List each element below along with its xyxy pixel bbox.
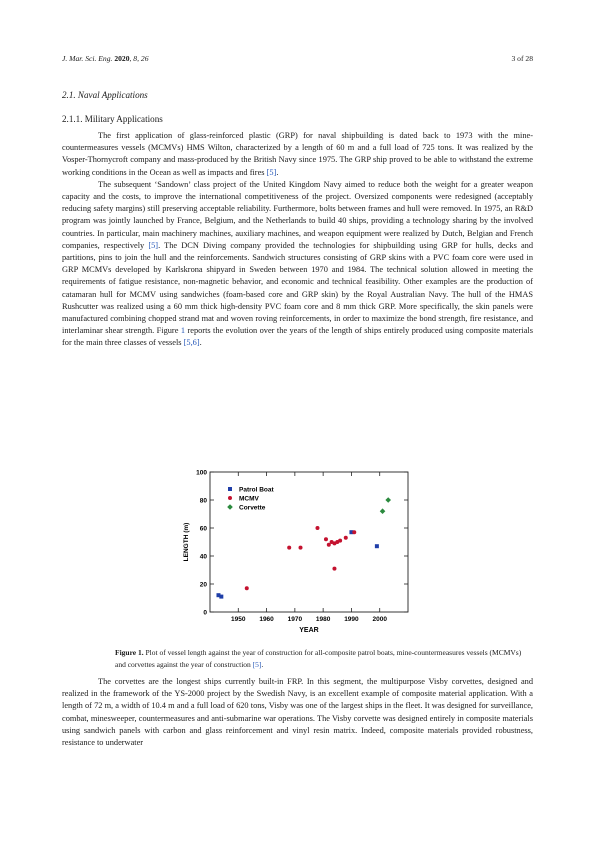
data-point xyxy=(299,546,303,550)
data-point xyxy=(219,595,223,599)
y-tick-label: 60 xyxy=(199,525,207,533)
data-point xyxy=(344,536,348,540)
data-point xyxy=(327,543,331,547)
chart-marks xyxy=(216,497,391,598)
paragraph-3: The corvettes are the longest ships currently built-in FRP. In this segment, the multipurpose Visby corvettes, designed and realized in the framework of the YS-2000 project by the Swedish Navy, is an excellent example of composite material application. With a length of 72 m, a width of 10.4 m and a full load of 620 tons, Visby was one of the largest ships in the fleet. It was designed for surveillance, combat, minesweeper, countermeasures and anti-submarine war operations. The Visby corvette was designed entirely in composite materials using sandwich panels with carbon and glass reinforcement and vinyl resin matrix. Indeed, composite materials provided robustness, resistance to underwater xyxy=(62,677,533,748)
data-point xyxy=(332,567,336,571)
figure-link[interactable]: 1 xyxy=(180,326,186,336)
subsection-title: 2.1.1. Military Applications xyxy=(62,114,163,124)
y-tick-label: 0 xyxy=(203,609,207,617)
data-point xyxy=(385,497,391,503)
data-point xyxy=(380,508,386,514)
y-tick-label: 80 xyxy=(199,497,207,505)
x-tick-label: 1950 xyxy=(231,616,246,623)
legend-label: MCMV xyxy=(239,495,259,503)
data-point xyxy=(245,586,249,590)
journal-citation: J. Mar. Sci. Eng. 2020, 8, 26 xyxy=(62,54,149,63)
data-point xyxy=(338,539,342,543)
data-point xyxy=(287,546,291,550)
length-vs-year-chart xyxy=(168,466,418,636)
y-axis-label: LENGTH (m) xyxy=(183,522,190,562)
x-tick-label: 1990 xyxy=(344,616,359,623)
y-tick-label: 100 xyxy=(196,469,207,477)
citation-link[interactable]: [5] xyxy=(266,167,277,177)
legend-marker xyxy=(227,504,233,510)
x-tick-label: 2000 xyxy=(372,616,387,623)
x-tick-label: 1980 xyxy=(315,616,331,623)
chart-legend xyxy=(227,486,274,511)
figure-caption: Figure 1. Plot of vessel length against the year of construction for all-composite patrol boats, mine-countermeasures vessels (MCMVs) and corvettes against the year of construction [5]. xyxy=(115,648,522,669)
legend-label: Corvette xyxy=(239,504,266,512)
x-axis-label: YEAR xyxy=(299,627,319,634)
data-point xyxy=(375,544,379,548)
paragraph-1: The first application of glass-reinforced plastic (GRP) for naval shipbuilding is dated back to 1973 with the mine-countermeasures vessels (MCMVs) HMS Wilton, characterized by a length of 60 m and a full load of 725 tons. It was realized by the Vosper-Thornycroft company and mass-produced by the British Navy since 1975. The GRP ship proved to be able to withstand the extreme working conditions in the Ocean as well as impacts and fires [5]. xyxy=(62,131,533,177)
page-number: 3 of 28 xyxy=(511,54,533,63)
x-tick-label: 1970 xyxy=(287,616,303,623)
y-tick-label: 20 xyxy=(199,581,207,589)
section-title: 2.1. Naval Applications xyxy=(62,90,148,100)
legend-label: Patrol Boat xyxy=(239,486,274,494)
data-point xyxy=(324,537,328,541)
citation-link[interactable]: [5,6] xyxy=(183,338,200,348)
data-point xyxy=(352,530,356,534)
body-text-bottom xyxy=(62,676,533,749)
legend-marker xyxy=(228,487,232,491)
legend-marker xyxy=(228,496,232,500)
citation-link[interactable]: [5] xyxy=(148,240,159,250)
figure-1 xyxy=(168,466,418,636)
data-point xyxy=(315,526,319,530)
x-tick-label: 1960 xyxy=(259,616,274,623)
citation-link[interactable]: [5] xyxy=(252,659,262,669)
y-tick-label: 40 xyxy=(199,553,207,561)
body-text-top xyxy=(62,130,533,350)
paragraph-2: The subsequent ‘Sandown’ class project of the United Kingdom Navy aimed to reduce both the weight for a greater weapon capacity and the costs, to improve the international competitiveness of the project. Oversized components were redesigned (acceptably reducing safety margins) still preserving acceptable reliability. Furthermore, bolts between frames and hull were removed. In 1975, an R&D program was jointly launched by France, Belgium, and the Netherlands to build 40 ships, providing a technology sharing by the involved countries. In particular, main machinery machines, auxiliary machines, and weapon equipment were realized by Dutch, Belgian and French companies, respectively [5]. The DCN Diving company provided the technologies for shipbuilding using GRP for hulls, decks and partitions, pins to join the hull and the reinforcements. Sandwich structures consisting of GRP skins with a PVC foam core were used in GRP MCMVs developed by Karlskrona shipyard in Sweden between 1970 and 1984. The technical solution allowed in meeting the requirements of fatigue resistance, non-magnetic behavior, and economic and technical feasibility. Other examples are the production of catamaran hull for MCMV using sandwiches (foam-based core and GRP skin) by the Royal Australian Navy. The hull of the HMAS Rushcutter was realized using a 60 mm thick high-density PVC foam core and 8 mm thick GRP. More specifically, the skin panels were manufactured combining chopped strand mat and woven roving reinforcements, in order to maximize the bond strength, fire resistance, and interlaminar shear strength. Figure 1 reports the evolution over the years of the length of ships entirely produced using composite materials for the main three classes of vessels [5,6]. xyxy=(62,179,534,348)
